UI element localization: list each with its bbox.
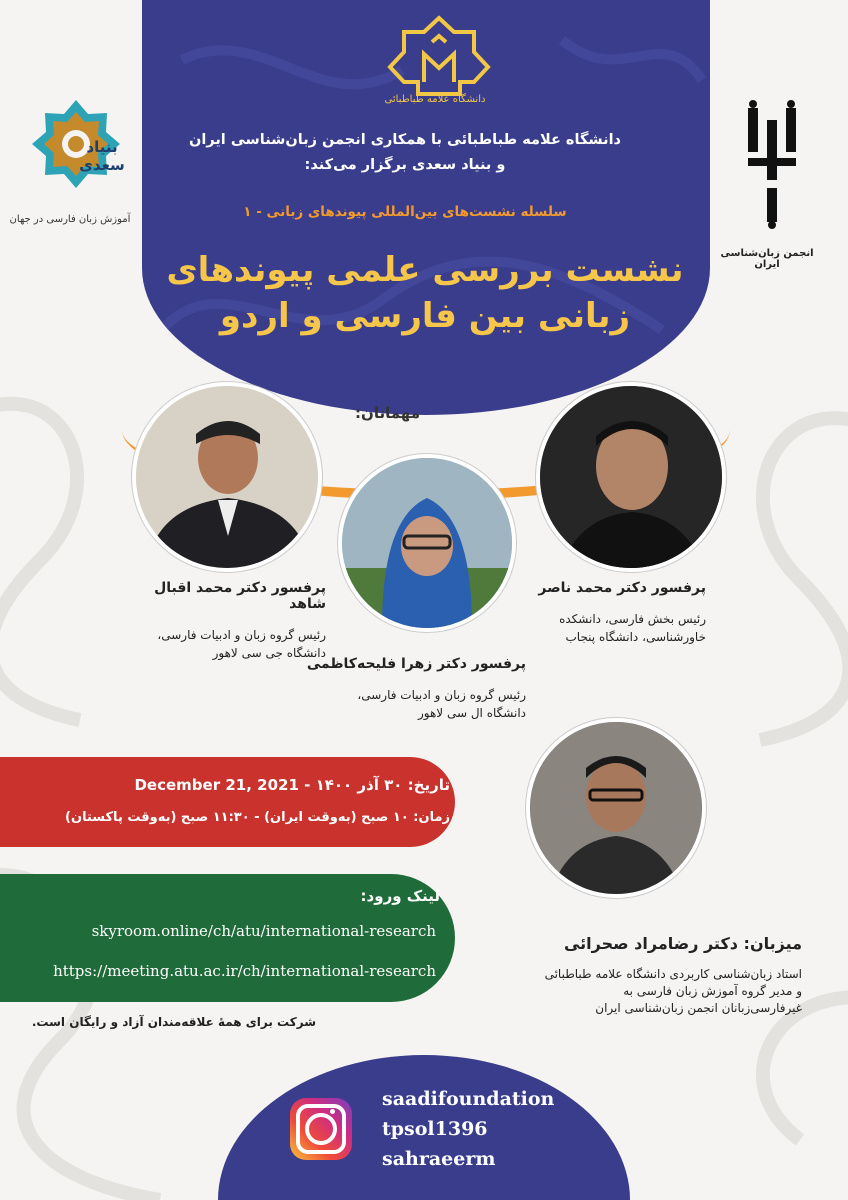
guest-desc-1b: دانشگاه جی سی لاهور [212, 646, 326, 660]
linguistics-society-logo-icon [740, 100, 804, 230]
event-title [150, 247, 700, 339]
saadi-foundation-name: بنیاد سعدی [79, 138, 125, 174]
host-description [470, 966, 802, 1017]
guest-desc-3b: خاورشناسی، دانشگاه پنجاب [565, 630, 706, 644]
instagram-handle-1[interactable]: saadifoundation [382, 1088, 555, 1110]
host-photo [526, 718, 706, 898]
skyroom-link[interactable]: skyroom.online/ch/atu/international-research [91, 922, 436, 940]
guest-desc-2b: دانشگاه ال سی لاهور [417, 706, 526, 720]
event-title-line-2: زبانی بین فارسی و اردو [219, 296, 631, 336]
guest-name-2: پرفسور دکتر زهرا فلیحه‌کاظمی [306, 656, 526, 672]
linguistics-society-name: انجمن زبان‌شناسی ایران [720, 248, 814, 270]
saadi-foundation-tagline: آموزش زبان فارسی در جهان [9, 214, 131, 225]
guest-photo-2 [338, 454, 516, 632]
guest-photo-3 [536, 382, 726, 572]
instagram-handle-3[interactable]: sahraeerm [382, 1148, 496, 1170]
intro-text [170, 128, 640, 178]
guest-info-3 [530, 580, 706, 646]
instagram-icon[interactable] [290, 1098, 352, 1160]
guest-photo-1 [132, 382, 322, 572]
links-label: لینک ورود: [360, 887, 440, 905]
person-silhouette-icon [530, 722, 702, 894]
intro-line-1: دانشگاه علامه طباطبائی با همکاری انجمن زبان‌شناسی ایران [189, 132, 621, 148]
person-silhouette-icon [342, 458, 512, 628]
guest-name-3: پرفسور دکتر محمد ناصر [538, 580, 706, 596]
guest-desc-2a: رئیس گروه زبان و ادبیات فارسی، [357, 688, 526, 702]
guest-info-1 [150, 580, 326, 662]
guest-desc-3a: رئیس بخش فارسی، دانشکده [559, 612, 706, 626]
guest-desc-1a: رئیس گروه زبان و ادبیات فارسی، [157, 628, 326, 642]
series-title: سلسله نشست‌های بین‌المللی پیوندهای زبانی - ۱ [243, 204, 567, 220]
event-title-line-1: نشست بررسی علمی پیوندهای [166, 250, 684, 290]
event-date: تاریخ: ۳۰ آذر ۱۴۰۰ - December 21, 2021 [134, 776, 450, 794]
guests-label: مهمانان: [355, 404, 420, 422]
university-logo-text: دانشگاه علامه طباطبائی [384, 94, 486, 105]
person-silhouette-icon [540, 386, 722, 568]
host-desc-line-3: غیرفارسی‌زبانان انجمن زبان‌شناسی ایران [595, 1001, 802, 1015]
host-title: میزبان: دکتر رضامراد صحرائی [563, 934, 802, 953]
free-participation-note: شرکت برای همهٔ علاقه‌مندان آزاد و رایگان است. [31, 1015, 316, 1029]
host-desc-line-1: استاد زبان‌شناسی کاربردی دانشگاه علامه طباطبائی [544, 967, 802, 981]
instagram-lens [305, 1113, 337, 1145]
date-banner [0, 757, 455, 847]
intro-line-2: و بنیاد سعدی برگزار می‌کند: [304, 157, 506, 173]
person-silhouette-icon [136, 386, 318, 568]
guest-name-1: پرفسور دکتر محمد اقبال شاهد [154, 580, 326, 612]
instagram-handle-2[interactable]: tpsol1396 [382, 1118, 488, 1140]
meeting-link[interactable]: https://meeting.atu.ac.ir/ch/international-research [53, 962, 436, 980]
host-desc-line-2: و مدیر گروه آموزش زبان فارسی به [623, 984, 802, 998]
guest-info-2 [300, 656, 526, 722]
instagram-dot [330, 1109, 335, 1114]
event-time: زمان: ۱۰ صبح (به‌وقت ایران) - ۱۱:۳۰ صبح (به‌وقت پاکستان) [65, 810, 450, 825]
